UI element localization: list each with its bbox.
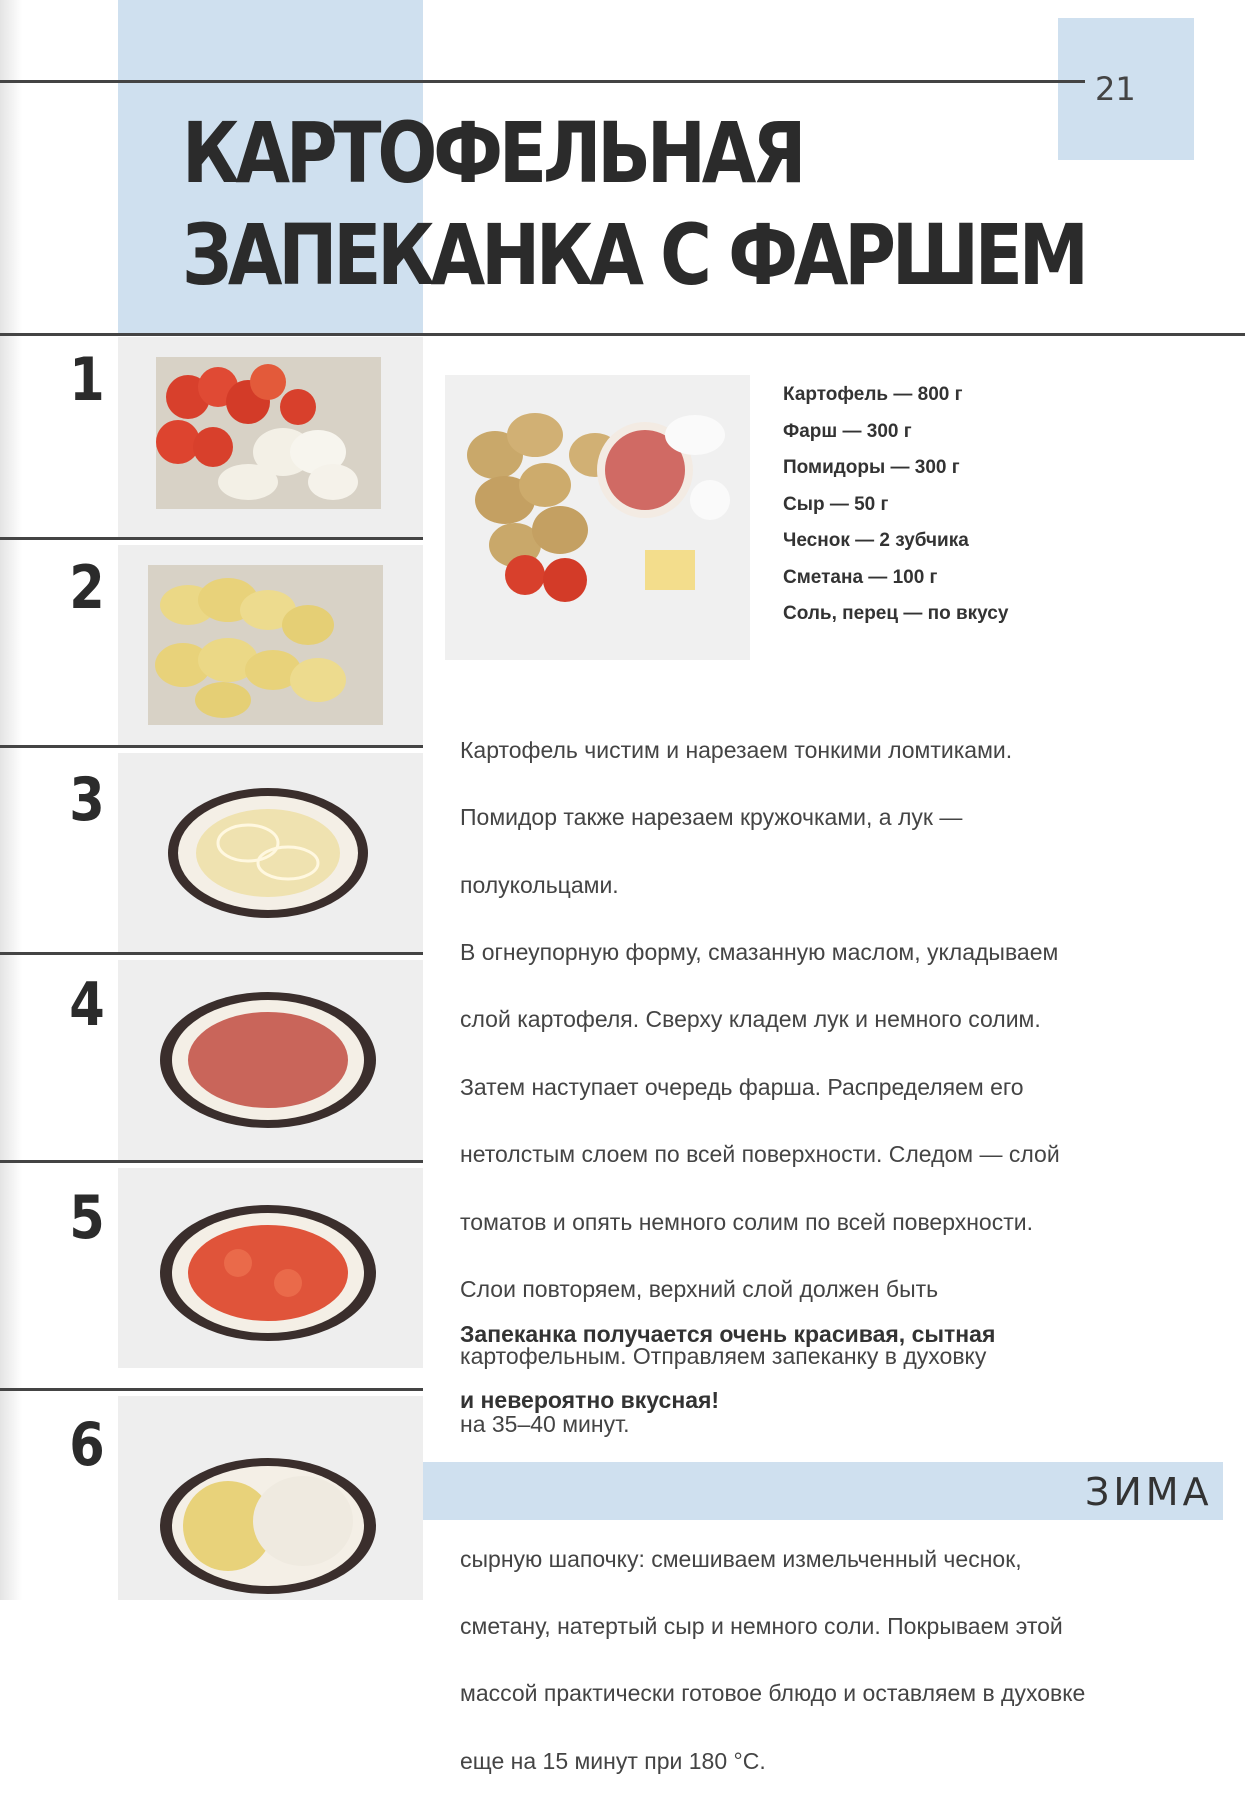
ingredient-item: Помидоры — 300 г	[783, 457, 960, 478]
step-photo-5-image	[118, 1168, 423, 1378]
step-number-3: 3	[69, 765, 105, 835]
step-photo-3	[118, 753, 423, 953]
method-line: картофельным. Отправляем запеканку в духовку	[460, 1343, 987, 1370]
step-rule-1	[0, 537, 423, 540]
step-photo-5	[118, 1168, 423, 1368]
section-label: ЗИМА	[1085, 1470, 1213, 1514]
ingredient-item: Картофель — 800 г	[783, 384, 963, 405]
method-line: сметану, натертый сыр и немного соли. Покрываем этой	[460, 1612, 1063, 1639]
method-line: томатов и опять немного солим по всей поверхности.	[460, 1208, 1033, 1235]
page-gutter-shadow	[0, 0, 22, 1600]
method-line: слой картофеля. Сверху кладем лук и немного солим.	[460, 1006, 1041, 1033]
method-line: сырную шапочку: смешиваем измельченный чеснок,	[460, 1545, 1022, 1572]
method-line: Затем наступает очередь фарша. Распределяем его	[460, 1073, 1024, 1100]
method-line: на 35–40 минут.	[460, 1410, 630, 1437]
method-line: нетолстым слоем по всей поверхности. Следом — слой	[460, 1141, 1060, 1168]
ingredient-item: Сыр — 50 г	[783, 493, 889, 515]
method-line: В огнеупорную форму, смазанную маслом, укладываем	[460, 938, 1059, 965]
title-rule	[0, 333, 1245, 336]
title-line-2: ЗАПЕКАНКА С ФАРШЕМ	[182, 206, 1085, 304]
method-line: Слои повторяем, верхний слой должен быть	[460, 1275, 939, 1302]
step-rule-3	[0, 952, 423, 955]
step-photo-1	[118, 337, 423, 537]
conclusion-line: и невероятно вкусная!	[460, 1387, 720, 1413]
step-number-6: 6	[69, 1410, 105, 1480]
step-number-5: 5	[69, 1183, 105, 1253]
step-rule-2	[0, 745, 423, 748]
step-photo-2-image	[118, 545, 423, 745]
ingredients-photo-image	[445, 375, 750, 660]
page-number: 21	[1095, 70, 1136, 108]
method-line: Картофель чистим и нарезаем тонкими ломтиками.	[460, 736, 1013, 763]
recipe-conclusion	[460, 1285, 1200, 1450]
step-photo-4	[118, 960, 423, 1160]
ingredients-photo	[445, 375, 750, 660]
conclusion-line: Запеканка получается очень красивая, сытная	[460, 1321, 996, 1347]
step-photo-2	[118, 545, 423, 745]
step-photo-3-image	[118, 753, 423, 953]
ingredients-list	[783, 377, 1008, 633]
step-rule-4	[0, 1160, 423, 1163]
method-line: еще на 15 минут при 180 °С.	[460, 1747, 766, 1774]
step-number-4: 4	[69, 970, 105, 1040]
step-rule-5	[0, 1388, 423, 1391]
page-title	[182, 102, 1085, 306]
step-photo-6	[118, 1396, 423, 1600]
recipe-method	[460, 700, 1200, 1812]
method-line: Помидор также нарезаем кружочками, а лук —	[460, 804, 963, 831]
method-line: массой практически готовое блюдо и оставляем в духовке	[460, 1680, 1086, 1707]
ingredient-item: Фарш — 300 г	[783, 420, 912, 442]
ingredient-item: Сметана — 100 г	[783, 566, 938, 588]
title-line-1: КАРТОФЕЛЬНАЯ	[182, 104, 803, 202]
method-line: полукольцами.	[460, 871, 619, 898]
step-photo-4-image	[118, 960, 423, 1160]
ingredient-item: Соль, перец — по вкусу	[783, 603, 1009, 624]
step-number-2: 2	[69, 553, 105, 623]
step-number-1: 1	[69, 345, 105, 415]
header-rule	[0, 80, 1085, 83]
ingredient-item: Чеснок — 2 зубчика	[783, 530, 969, 551]
step-photo-1-image	[118, 337, 423, 537]
step-photo-6-image	[118, 1396, 423, 1600]
